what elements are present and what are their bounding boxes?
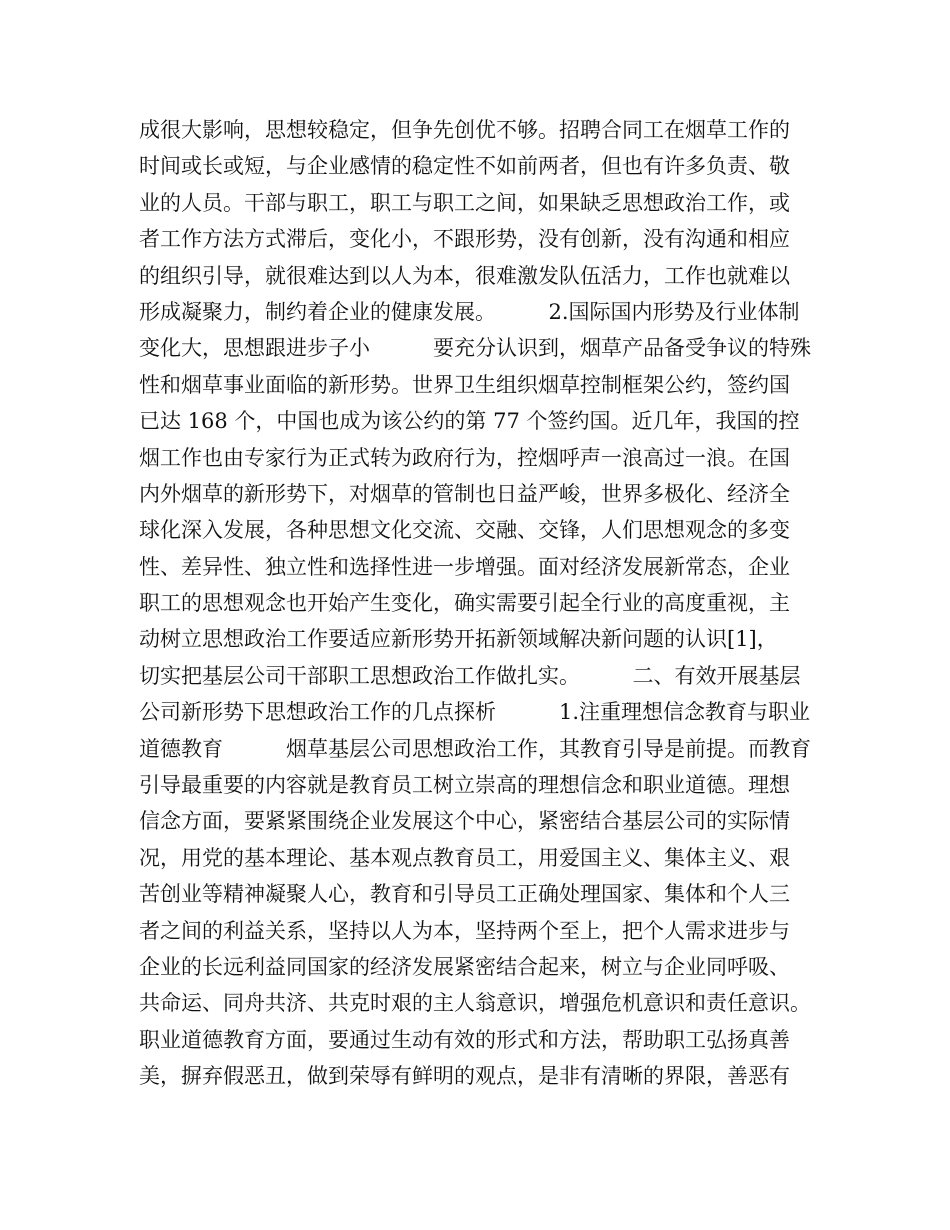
body-text [139,112,829,1095]
text-line: 时间或长或短，与企业感情的稳定性不如前两者，但也有许多负责、敬 [139,154,790,179]
text-line: 职业道德教育方面，要通过生动有效的形式和方法，帮助职工弘扬真善 [139,1027,790,1052]
text-line: 切实把基层公司干部职工思想政治工作做扎实。 二、有效开展基层 [139,663,801,688]
text-line: 道德教育 烟草基层公司思想政治工作，其教育引导是前提。而教育 [139,736,811,761]
text-line: 性、差异性、独立性和选择性进一步增强。面对经济发展新常态，企业 [139,554,790,579]
text-line: 者工作方法方式滞后，变化小，不跟形势，没有创新，没有沟通和相应 [139,227,790,252]
text-line: 动树立思想政治工作要适应新形势开拓新领域解决新问题的认识[1]， [139,627,778,652]
text-line: 变化大，思想跟进步子小 要充分认识到，烟草产品备受争议的特殊 [139,336,811,361]
text-line: 公司新形势下思想政治工作的几点探析 1.注重理想信念教育与职业 [139,700,811,725]
text-line: 成很大影响，思想较稳定，但争先创优不够。招聘合同工在烟草工作的 [139,118,790,142]
text-line: 美，摒弃假恶丑，做到荣辱有鲜明的观点，是非有清晰的界限，善恶有 [139,1064,790,1089]
text-line: 者之间的利益关系，坚持以人为本，坚持两个至上，把个人需求进步与 [139,918,790,943]
text-line: 职工的思想观念也开始产生变化，确实需要引起全行业的高度重视，主 [139,591,790,616]
text-line: 已达 168 个，中国也成为该公约的第 77 个签约国。近几年，我国的控 [139,409,800,434]
text-line: 的组织引导，就很难达到以人为本，很难激发队伍活力，工作也就难以 [139,263,790,288]
text-line: 烟工作也由专家行为正式转为政府行为，控烟呼声一浪高过一浪。在国 [139,445,790,470]
text-line: 企业的长远利益同国家的经济发展紧密结合起来，树立与企业同呼吸、 [139,954,790,979]
text-line: 况，用党的基本理论、基本观点教育员工，用爱国主义、集体主义、艰 [139,845,790,870]
text-line: 性和烟草事业面临的新形势。世界卫生组织烟草控制框架公约，签约国 [139,372,790,397]
text-line: 引导最重要的内容就是教育员工树立崇高的理想信念和职业道德。理想 [139,773,790,798]
text-line: 苦创业等精神凝聚人心，教育和引导员工正确处理国家、集体和个人三 [139,882,790,907]
text-line: 内外烟草的新形势下，对烟草的管制也日益严峻，世界多极化、经济全 [139,481,790,506]
text-line: 共命运、同舟共济、共克时艰的主人翁意识，增强危机意识和责任意识。 [139,991,811,1016]
text-line: 业的人员。干部与职工，职工与职工之间，如果缺乏思想政治工作，或 [139,190,790,215]
text-line: 球化深入发展，各种思想文化交流、交融、交锋，人们思想观念的多变 [139,518,790,543]
text-line: 形成凝聚力，制约着企业的健康发展。 2.国际国内形势及行业体制 [139,299,800,324]
text-line: 信念方面，要紧紧围绕企业发展这个中心，紧密结合基层公司的实际情 [139,809,790,834]
